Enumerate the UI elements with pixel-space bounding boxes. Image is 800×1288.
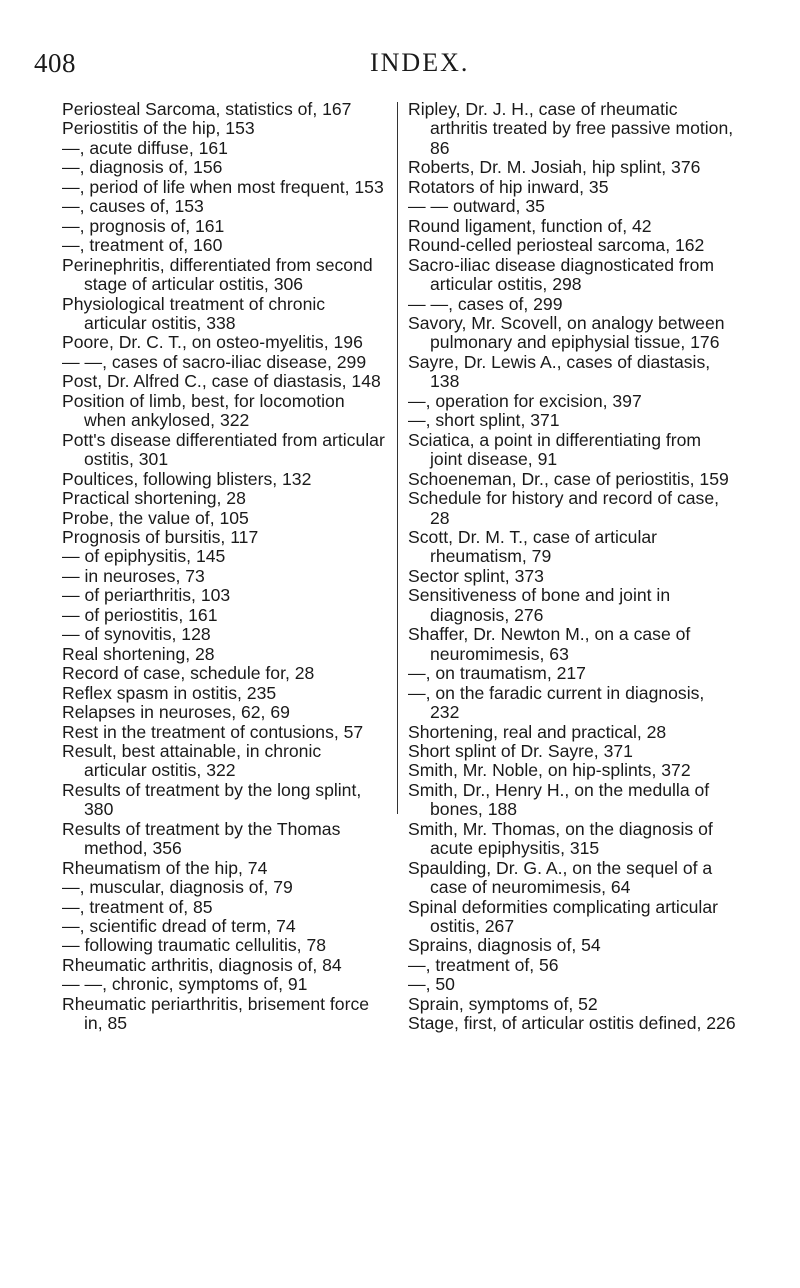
index-entry: Schoeneman, Dr., case of periostitis, 159 <box>408 468 729 489</box>
index-entry: Result, best attainable, in chronic articular ostitis, 322 <box>62 740 322 781</box>
index-entry: Pott's disease differentiated from articular ostitis, 301 <box>62 429 385 470</box>
index-entry: Perinephritis, differentiated from second stage of articular ostitis, 306 <box>62 254 373 295</box>
column-divider <box>397 102 398 814</box>
index-entry: — following traumatic cellulitis, 78 <box>62 935 327 956</box>
index-entry: Rest in the treatment of contusions, 57 <box>62 721 364 742</box>
index-entry: Spaulding, Dr. G. A., on the sequel of a case of neuromimesis, 64 <box>408 857 713 898</box>
index-entry: Smith, Mr. Noble, on hip-splints, 372 <box>408 760 691 781</box>
index-entry: —, treatment of, 160 <box>62 235 223 256</box>
index-entry: Real shortening, 28 <box>62 643 215 664</box>
index-entry: —, muscular, diagnosis of, 79 <box>62 877 293 898</box>
index-entry: Stage, first, of articular ostitis defined, 226 <box>408 1013 736 1034</box>
index-entry: Sacro-iliac disease diagnosticated from articular ostitis, 298 <box>408 254 715 295</box>
index-entry: —, period of life when most frequent, 153 <box>62 176 384 197</box>
index-entry: — —, chronic, symptoms of, 91 <box>62 974 308 995</box>
index-entry: Sciatica, a point in differentiating from joint disease, 91 <box>408 429 702 470</box>
index-entry: Savory, Mr. Scovell, on analogy between pulmonary and epiphysial tissue, 176 <box>408 312 725 353</box>
index-entry: Poore, Dr. C. T., on osteo-myelitis, 196 <box>62 332 363 353</box>
index-entry: —, 50 <box>408 974 455 995</box>
index-entry: Schedule for history and record of case, 28 <box>408 488 719 528</box>
index-entry: Round-celled periosteal sarcoma, 162 <box>408 235 705 256</box>
index-entry: — of periostitis, 161 <box>62 604 218 625</box>
index-entry: Smith, Mr. Thomas, on the diagnosis of acute epiphysitis, 315 <box>408 818 713 859</box>
index-entry: —, causes of, 153 <box>62 196 204 217</box>
index-entry: Short splint of Dr. Sayre, 371 <box>408 740 633 761</box>
index-entry: Position of limb, best, for locomotion when ankylosed, 322 <box>62 390 345 431</box>
index-entry: Rheumatic periarthritis, brisement force in, 85 <box>62 993 370 1034</box>
index-entry: Scott, Dr. M. T., case of articular rheumatism, 79 <box>408 526 658 567</box>
index-entry: Record of case, schedule for, 28 <box>62 663 315 684</box>
index-entry: —, acute diffuse, 161 <box>62 137 228 158</box>
index-entry: Shaffer, Dr. Newton M., on a case of neuromimesis, 63 <box>408 624 691 664</box>
index-entry: Post, Dr. Alfred C., case of diastasis, 148 <box>62 371 381 392</box>
index-entry: —, short splint, 371 <box>408 410 560 431</box>
index-entry: Probe, the value of, 105 <box>62 507 249 528</box>
index-entry: Rotators of hip inward, 35 <box>408 176 609 197</box>
index-entry: Roberts, Dr. M. Josiah, hip splint, 376 <box>408 157 701 178</box>
index-column-right <box>408 100 738 1034</box>
index-entry: Sayre, Dr. Lewis A., cases of diastasis, 138 <box>408 351 711 392</box>
index-entry: —, treatment of, 56 <box>408 954 559 975</box>
index-entry: Round ligament, function of, 42 <box>408 215 652 236</box>
index-entry: Smith, Dr., Henry H., on the medulla of bones, 188 <box>408 779 710 820</box>
index-entry: —, diagnosis of, 156 <box>62 157 223 178</box>
index-entry: Rheumatism of the hip, 74 <box>62 857 268 878</box>
index-entry: —, scientific dread of term, 74 <box>62 916 296 937</box>
index-entry: — of epiphysitis, 145 <box>62 546 226 567</box>
index-entry: —, operation for excision, 397 <box>408 390 642 411</box>
index-entry: Results of treatment by the Thomas method, 356 <box>62 818 341 859</box>
index-column-left <box>62 100 388 1034</box>
index-entry: Rheumatic arthritis, diagnosis of, 84 <box>62 954 342 975</box>
index-entry: — of periarthritis, 103 <box>62 585 231 606</box>
index-entry: Sprain, symptoms of, 52 <box>408 993 598 1014</box>
page-number: 408 <box>34 48 76 78</box>
index-entry: Reflex spasm in ostitis, 235 <box>62 682 277 703</box>
index-entry: —, on the faradic current in diagnosis, 232 <box>408 682 705 723</box>
page-header <box>0 48 800 88</box>
index-entry: Sector splint, 373 <box>408 565 544 586</box>
index-entry: Ripley, Dr. J. H., case of rheumatic arthritis treated by free passive motion, 86 <box>408 99 734 158</box>
index-entry: Periosteal Sarcoma, statistics of, 167 <box>62 99 352 119</box>
index-entry: Periostitis of the hip, 153 <box>62 118 255 139</box>
running-title: INDEX. <box>370 48 470 77</box>
index-entry: —, treatment of, 85 <box>62 896 213 917</box>
index-entry: Poultices, following blisters, 132 <box>62 468 312 489</box>
index-entry: —, on traumatism, 217 <box>408 663 586 684</box>
index-entry: Sensitiveness of bone and joint in diagnosis, 276 <box>408 585 671 625</box>
index-entry: — —, cases of sacro-iliac disease, 299 <box>62 351 367 372</box>
index-entry: — —, cases of, 299 <box>408 293 563 314</box>
index-entry: Shortening, real and practical, 28 <box>408 721 667 742</box>
index-entry: — of synovitis, 128 <box>62 624 211 645</box>
index-entry: — — outward, 35 <box>408 196 545 217</box>
index-entry: Physiological treatment of chronic articular ostitis, 338 <box>62 293 326 333</box>
index-entry: Relapses in neuroses, 62, 69 <box>62 702 290 723</box>
index-entry: Spinal deformities complicating articular ostitis, 267 <box>408 896 718 937</box>
index-entry: Sprains, diagnosis of, 54 <box>408 935 601 956</box>
index-entry: Practical shortening, 28 <box>62 488 246 509</box>
index-entry: — in neuroses, 73 <box>62 565 205 586</box>
index-entry: Results of treatment by the long splint, 380 <box>62 779 362 820</box>
index-entry: —, prognosis of, 161 <box>62 215 225 236</box>
index-entry: Prognosis of bursitis, 117 <box>62 526 259 547</box>
